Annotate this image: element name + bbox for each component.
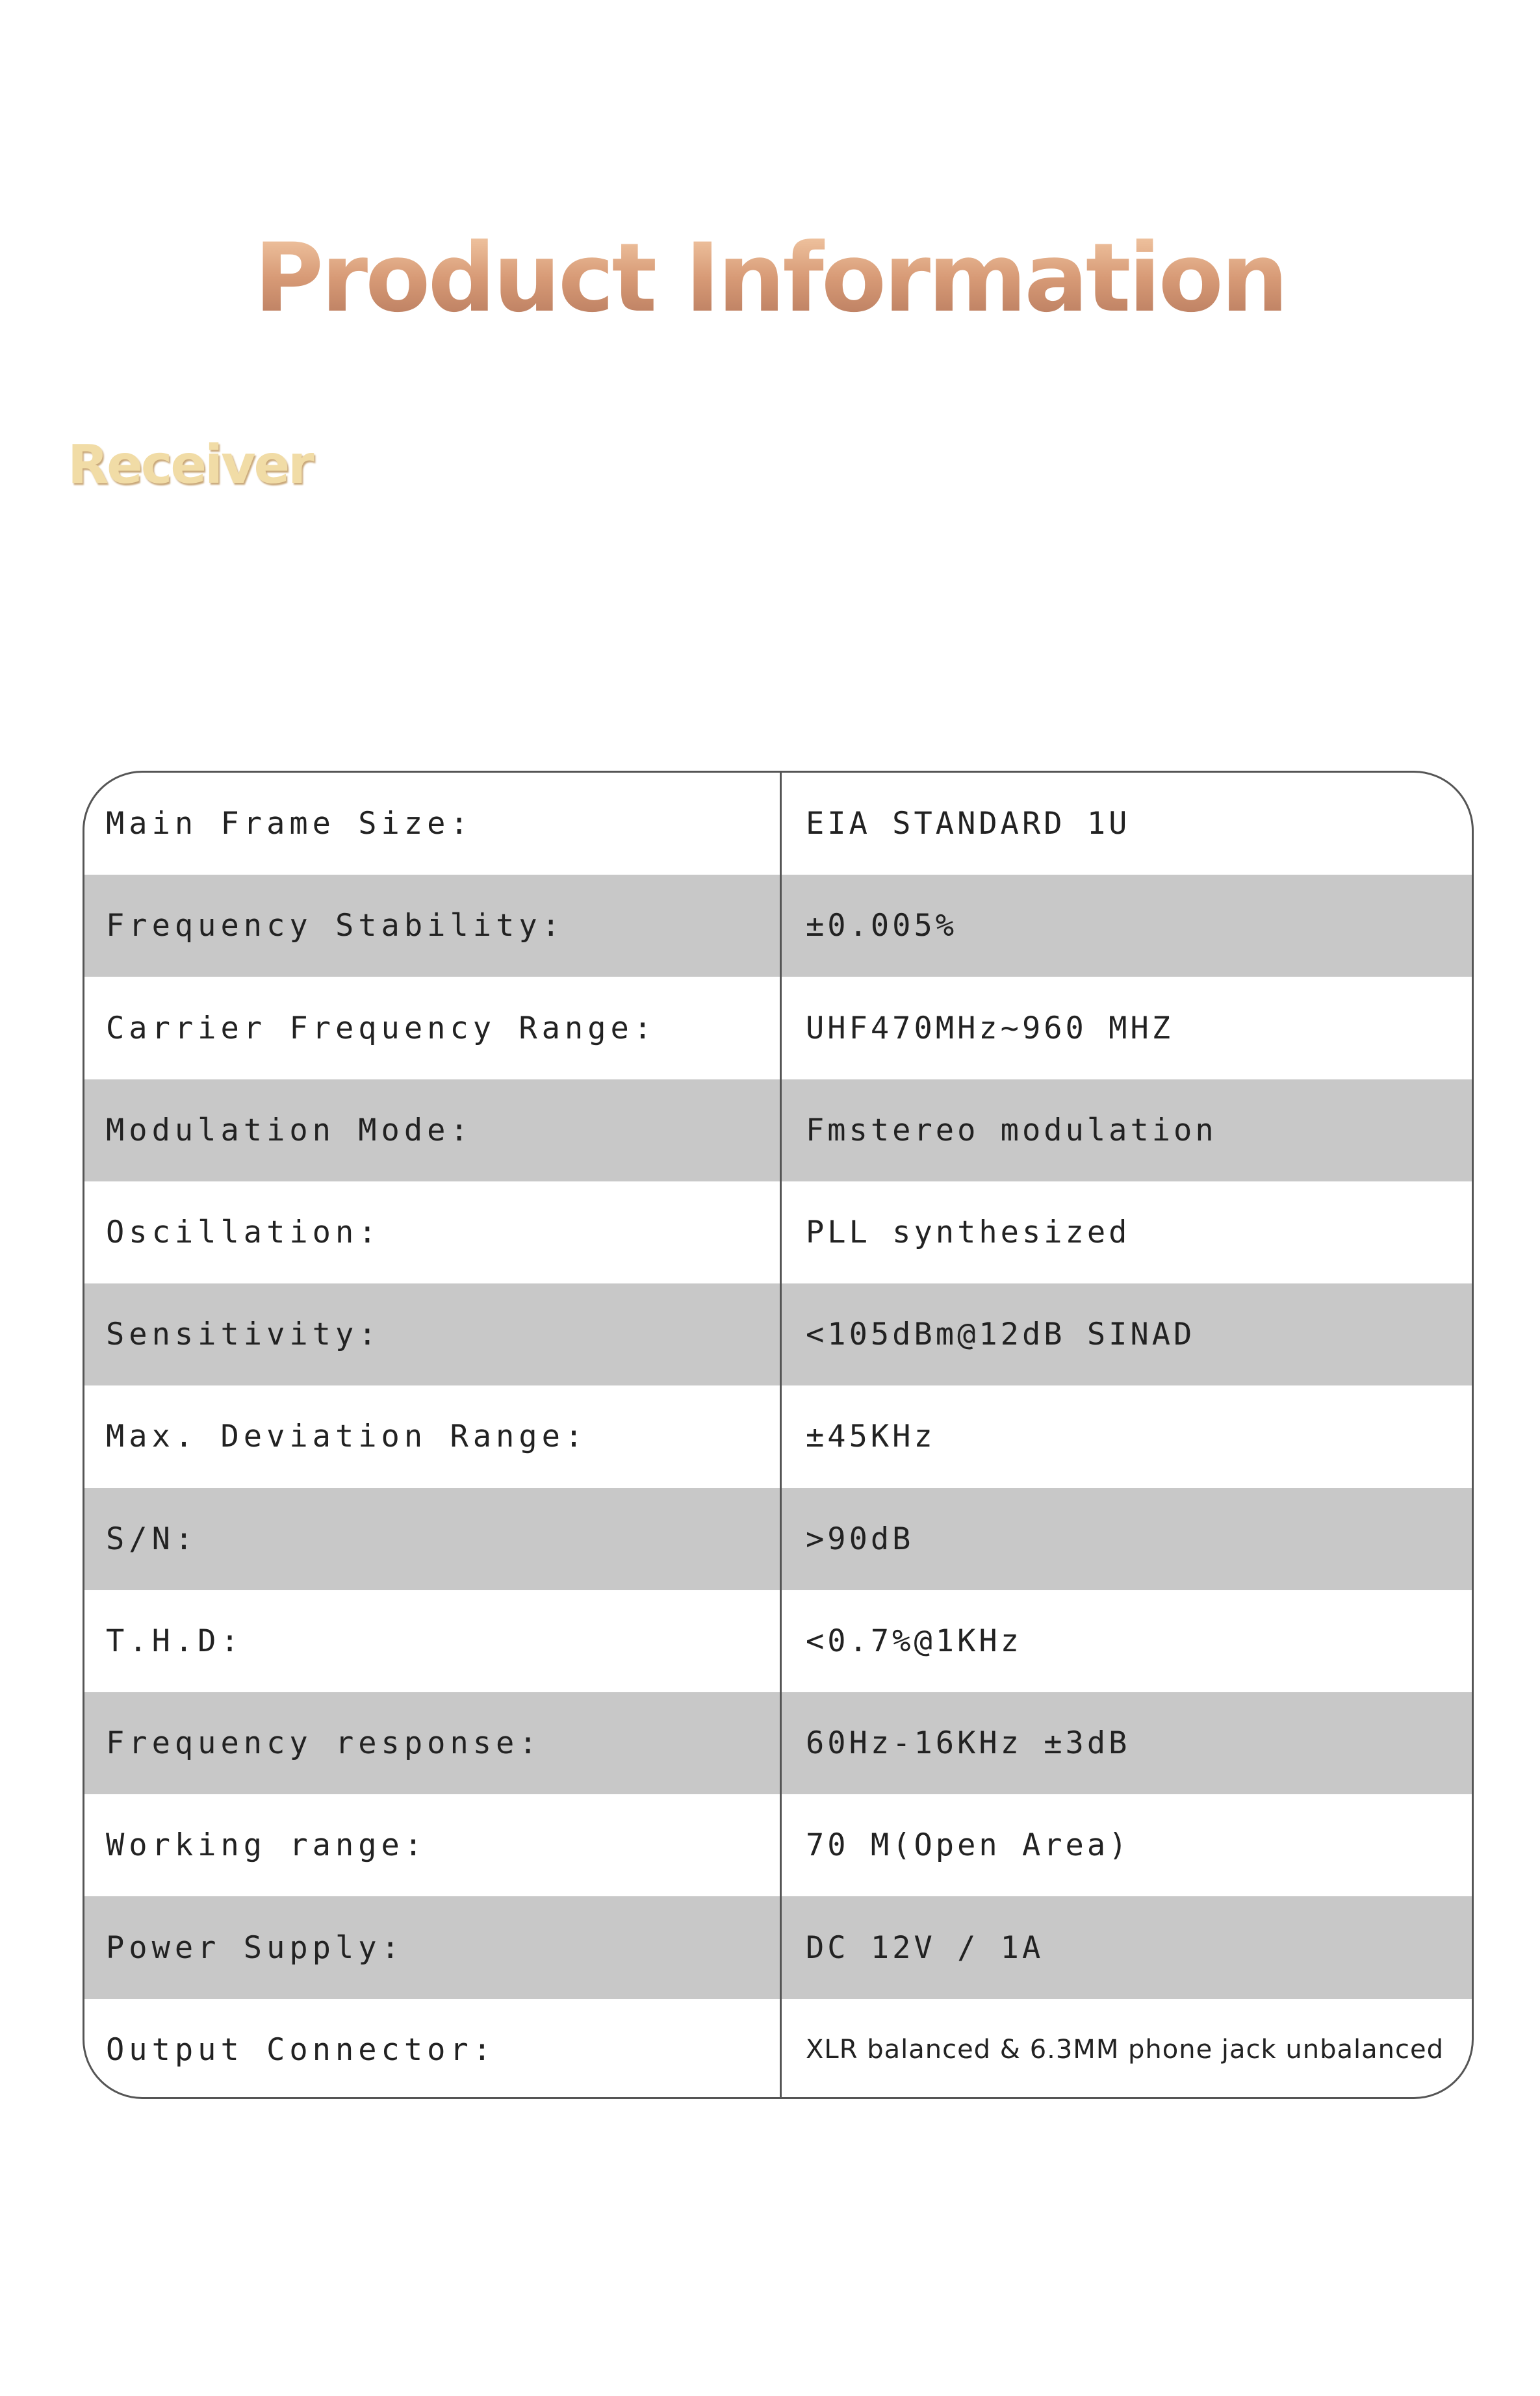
spec-row [84,1999,1472,2099]
spec-label: Output Connector: [106,2031,496,2068]
spec-value: Fmstereo modulation [806,1112,1217,1148]
spec-value: EIA STANDARD 1U [806,806,1131,842]
column-divider [780,773,782,2097]
spec-label: Oscillation: [106,1214,381,1250]
spec-row [84,1385,1472,1488]
spec-value: ±45KHz [806,1419,936,1455]
spec-label: Power Supply: [106,1929,404,1966]
spec-value: ±0.005% [806,908,958,944]
spec-label: Frequency response: [106,1725,542,1762]
spec-value: 60Hz-16KHz ±3dB [806,1725,1131,1762]
spec-label: Sensitivity: [106,1317,381,1353]
spec-table [83,771,1474,2099]
spec-label: Modulation Mode: [106,1112,473,1148]
spec-row [84,1283,1472,1385]
spec-row [84,977,1472,1079]
spec-row [84,1896,1472,1998]
spec-label: S/N: [106,1521,198,1557]
spec-value: <105dBm@12dB SINAD [806,1317,1196,1353]
spec-row [84,1488,1472,1590]
spec-row [84,1692,1472,1794]
spec-row [84,773,1472,875]
spec-label: Main Frame Size: [106,806,473,842]
section-title-receiver: Receiver [68,434,313,496]
spec-value: UHF470MHz~960 MHZ [806,1010,1174,1046]
spec-value: <0.7%@1KHz [806,1623,1022,1659]
spec-label: Frequency Stability: [106,908,565,944]
spec-row [84,1079,1472,1181]
spec-label: Max. Deviation Range: [106,1419,588,1455]
page-title: Product Information [0,231,1540,326]
spec-label: T.H.D: [106,1623,244,1659]
spec-value: 70 M(Open Area) [806,1827,1131,1864]
spec-value: DC 12V / 1A [806,1929,1044,1966]
spec-row [84,1181,1472,1283]
spec-value: >90dB [806,1521,914,1557]
spec-value: XLR balanced & 6.3MM phone jack unbalanced [806,2035,1444,2065]
spec-row [84,1794,1472,1896]
spec-row [84,875,1472,977]
spec-row [84,1590,1472,1692]
spec-label: Carrier Frequency Range: [106,1010,657,1046]
spec-label: Working range: [106,1827,428,1864]
spec-value: PLL synthesized [806,1214,1131,1250]
